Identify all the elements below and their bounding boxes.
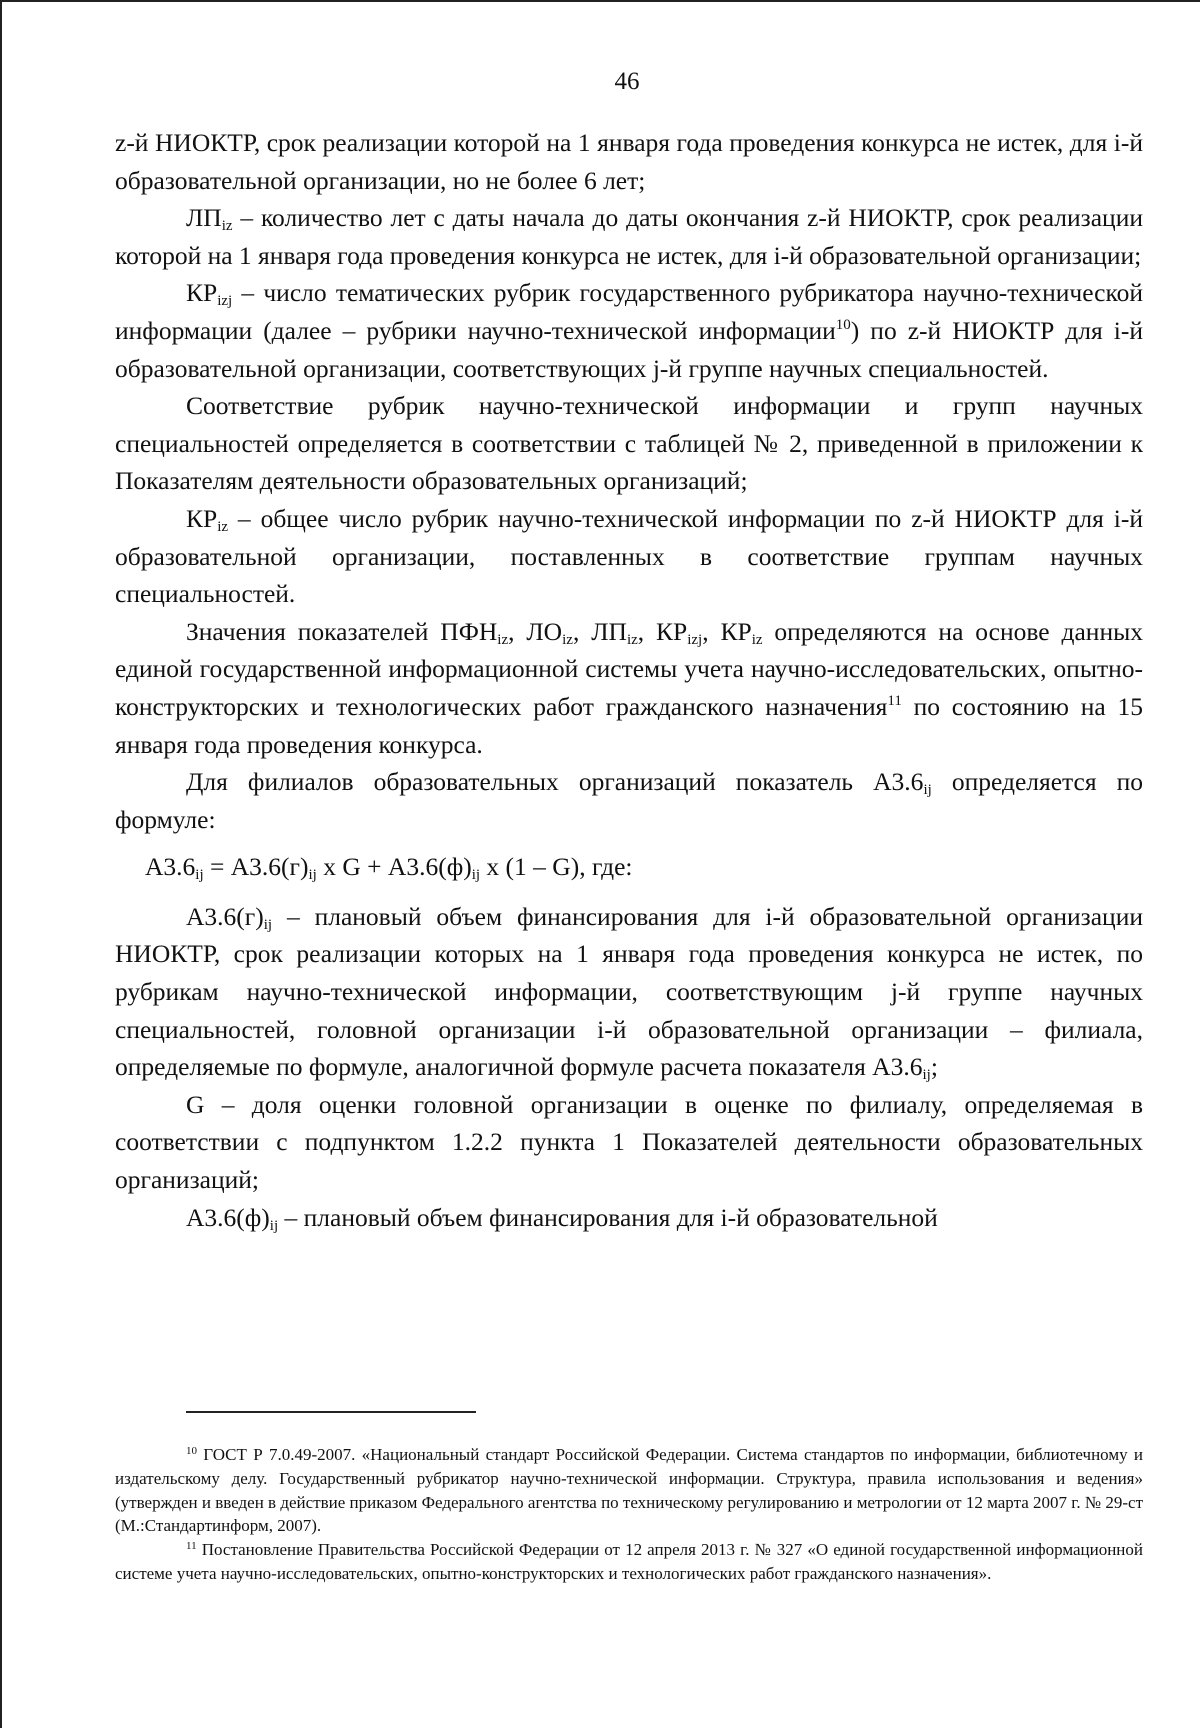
subscript: iz (562, 631, 573, 648)
footnote-divider (186, 1411, 476, 1413)
formula (115, 848, 1143, 886)
text-run: определяется по формуле: (115, 767, 1144, 834)
definition-a36-f (115, 1199, 1143, 1237)
definition-lp (115, 199, 1143, 274)
footnote-11 (115, 1538, 1143, 1586)
paragraph-text: ; (930, 1052, 938, 1082)
paragraph-text: – плановый объем финансирования для i-й образовательной организации НИОКТР, срок реализации которых на 1 января года проведения конкурса не истек, по рубрикам научно-технической информации, соответствующим j-й группе научных специальностей, головной организации i-й образовательной организации – филиала, определяемые по формуле, аналогичной формуле расчета показателя А3.6 (115, 901, 1143, 1082)
definition-g (115, 1086, 1143, 1199)
text-run: , ЛП (572, 616, 627, 646)
footnote-text: Постановление Правительства Российской Федерации от 12 апреля 2013 г. № 327 «О единой государственной информационной системе учета научно-исследовательских, опытно-конструкторских и технологических работ гражданского назначения». (115, 1540, 1143, 1583)
paragraph-text: Соответствие рубрик научно-технической информации и групп научных специальностей определяется в соответствии с таблицей № 2, приведенной в приложении к Показателям деятельности образовательных организаций; (115, 391, 1143, 496)
text-run: по состоянию на 15 января года проведения конкурса. (115, 691, 1143, 759)
subscript: ij (308, 867, 317, 884)
subscript: ij (263, 916, 273, 933)
subscript: ij (923, 782, 932, 799)
subscript: izj (217, 293, 233, 310)
paragraph-text: ) по z-й НИОКТР для i-й образовательной организации, соответствующих j-й группе научных специальностей. (115, 315, 1143, 383)
footnote-10 (115, 1443, 1143, 1538)
subscript: iz (221, 218, 233, 235)
text-run: , КР (702, 616, 752, 646)
paragraph-indicator-values (115, 613, 1143, 763)
footnote-text: ГОСТ Р 7.0.49-2007. «Национальный стандарт Российской Федерации. Система стандартов по информации, библиотечному и издательскому делу. Государственный рубрикатор научно-технической информации. Структура, правила использования и ведения» (утвержден и введен в действие приказом Федерального агентства по техническому регулированию и метрологии от 12 марта 2007 г. № 29-ст (М.:Стандартинформ, 2007). (115, 1445, 1143, 1536)
text-run: Значения показателей ПФН (186, 616, 498, 646)
text-run: , ЛО (508, 616, 563, 646)
subscript: iz (626, 631, 638, 648)
formula-part: х (1 – G), где: (480, 852, 633, 882)
paragraph-correspondence (115, 387, 1143, 500)
formula-part: = А3.6(г) (203, 852, 309, 882)
paragraph-text: G – доля оценки головной организации в оценке по филиалу, определяемая в соответствии с подпунктом 1.2.2 пункта 1 Показателей деятельности образовательных организаций; (115, 1089, 1143, 1195)
symbol: ЛП (186, 203, 222, 233)
formula-part: х G + А3.6(ф) (316, 852, 472, 882)
paragraph-continuation (115, 124, 1143, 199)
paragraph-text: – количество лет с даты начала до даты окончания z-й НИОКТР, срок реализации которой на 1 января года проведения конкурса не истек, для i-й образовательной организации; (115, 203, 1143, 270)
symbol: А3.6(ф) (186, 1202, 270, 1232)
subscript: iz (751, 631, 763, 648)
footnote-ref-10[interactable]: 10 (835, 316, 851, 333)
symbol: КР (186, 278, 218, 308)
subscript: iz (217, 518, 229, 535)
formula-part: А3.6 (145, 852, 196, 882)
subscript: ij (471, 867, 481, 884)
footnotes (115, 1443, 1143, 1586)
text-run: определяются на основе данных единой государственной информационной системы учета научно-исследовательских, опытно-конструкторских и технологических работ гражданского назначения (115, 616, 1143, 721)
definition-kr-izj (115, 274, 1143, 387)
paragraph-branches (115, 763, 1143, 838)
text-run: , КР (637, 616, 688, 646)
subscript: ij (269, 1217, 279, 1234)
paragraph-text: z-й НИОКТР, срок реализации которой на 1 января года проведения конкурса не истек, для i-й образовательной организации, но не более 6 лет; (115, 128, 1143, 195)
symbol: КР (186, 503, 218, 533)
text-run: Для филиалов образовательных организаций показатель А3.6 (186, 767, 924, 797)
page-number: 46 (614, 68, 640, 95)
paragraph-text: – плановый объем финансирования для i-й образовательной (278, 1202, 938, 1232)
subscript: ij (195, 867, 204, 884)
symbol: А3.6(г) (186, 901, 264, 931)
footnote-mark: 11 (186, 1540, 197, 1553)
subscript: izj (687, 631, 703, 648)
footnote-ref-11[interactable]: 11 (887, 692, 902, 709)
subscript: ij (922, 1067, 931, 1084)
definition-a36-g (115, 898, 1143, 1086)
body-text (115, 124, 1143, 1236)
paragraph-text: – общее число рубрик научно-технической информации по z-й НИОКТР для i-й образовательной организации, поставленных в соответствие группам научных специальностей. (115, 503, 1143, 609)
paragraph-text: – число тематических рубрик государственного рубрикатора научно-технической информации (далее – рубрики научно-технической информации (115, 278, 1143, 345)
footnote-mark: 10 (186, 1445, 197, 1457)
subscript: iz (497, 631, 509, 648)
definition-kr-iz (115, 500, 1143, 613)
